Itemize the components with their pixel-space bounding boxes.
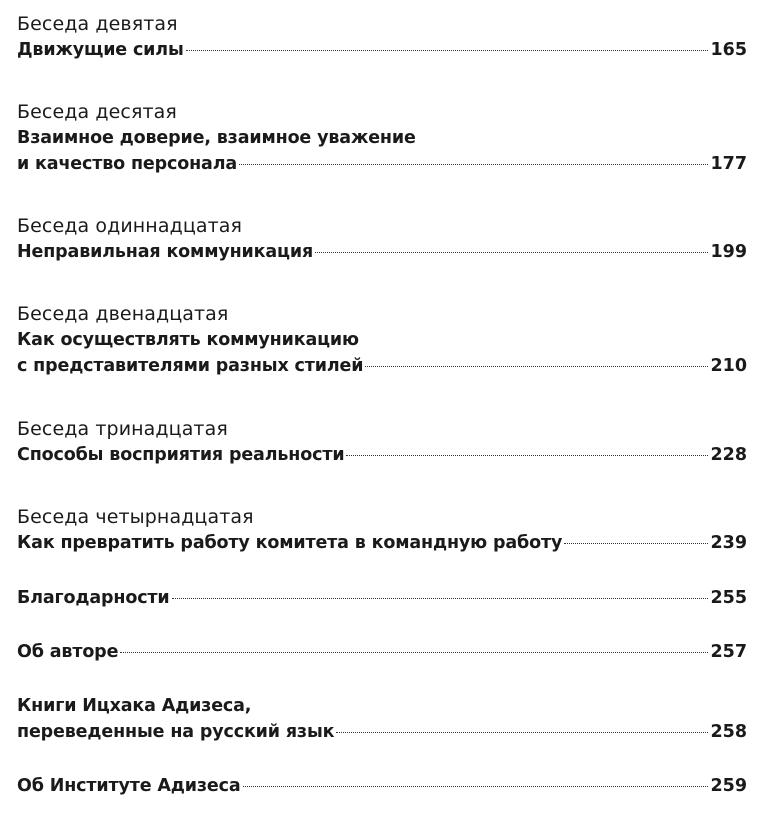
toc-entry-title: Благодарности: [17, 588, 170, 608]
dot-leader: [336, 732, 708, 733]
toc-page-number: 165: [710, 40, 747, 60]
dot-leader: [186, 50, 709, 51]
toc-entry[interactable]: [17, 639, 747, 665]
toc-page-number: 255: [710, 588, 747, 608]
toc-entry-title: Неправильная коммуникация: [17, 242, 314, 262]
toc-entry[interactable]: [17, 301, 747, 379]
toc-entry-title: и качество персонала: [17, 154, 238, 174]
toc-entry-title: Взаимное доверие, взаимное уважение: [17, 128, 416, 148]
toc-entry-label: Беседа десятая: [17, 101, 177, 123]
toc-entry-title-line: [17, 773, 747, 799]
toc-entry-title: Как осуществлять коммуникацию: [17, 330, 359, 350]
dot-leader: [239, 164, 708, 165]
toc-page-number: 210: [710, 356, 747, 376]
toc-page-number: 199: [710, 242, 747, 262]
toc-entry[interactable]: [17, 213, 747, 265]
dot-leader: [315, 252, 708, 253]
toc-entry-title: Как превратить работу комитета в командную работу: [17, 533, 563, 553]
toc-entry-title: Об авторе: [17, 642, 119, 662]
toc-entry[interactable]: [17, 504, 747, 556]
toc-entry-label: Беседа двенадцатая: [17, 303, 229, 325]
toc-entry-title: Книги Ицхака Адизеса,: [17, 696, 252, 716]
toc-entry-label: Беседа четырнадцатая: [17, 506, 254, 528]
toc-entry[interactable]: [17, 99, 747, 177]
toc-entry[interactable]: [17, 585, 747, 611]
toc-entry[interactable]: [17, 773, 747, 799]
toc-entry-title-line: [17, 442, 747, 468]
dot-leader: [172, 598, 709, 599]
dot-leader: [346, 455, 708, 456]
toc-entry[interactable]: [17, 416, 747, 468]
toc-entry[interactable]: [17, 693, 747, 745]
toc-page-number: 259: [710, 776, 747, 796]
toc-page-number: 239: [710, 533, 747, 553]
toc-entry-title-line: [17, 719, 747, 745]
toc-entry-title: с представителями разных стилей: [17, 356, 364, 376]
toc-entry-title-line: [17, 151, 747, 177]
toc-entry-label: Беседа тринадцатая: [17, 418, 228, 440]
toc-entry-label: Беседа одиннадцатая: [17, 215, 243, 237]
toc-entry-title: Способы восприятия реальности: [17, 445, 345, 465]
toc-entry-title-line: [17, 639, 747, 665]
toc-entry-title-line: [17, 353, 747, 379]
toc-entry-title: Движущие силы: [17, 40, 184, 60]
toc-entry-label: Беседа девятая: [17, 13, 178, 35]
dot-leader: [243, 786, 709, 787]
toc-entry-title-line: [17, 239, 747, 265]
toc-entry-title-line: [17, 37, 747, 63]
dot-leader: [365, 366, 708, 367]
dot-leader: [120, 652, 708, 653]
toc-entry-title-line: [17, 530, 747, 556]
toc-page-number: 258: [710, 722, 747, 742]
toc-page-number: 257: [710, 642, 747, 662]
toc-entry-title: Об Институте Адизеса: [17, 776, 241, 796]
toc-page-number: 177: [710, 154, 747, 174]
dot-leader: [564, 543, 708, 544]
toc-page-number: 228: [710, 445, 747, 465]
toc-entry-title: переведенные на русский язык: [17, 722, 335, 742]
toc-entry-title-line: [17, 585, 747, 611]
toc-entry[interactable]: [17, 11, 747, 63]
